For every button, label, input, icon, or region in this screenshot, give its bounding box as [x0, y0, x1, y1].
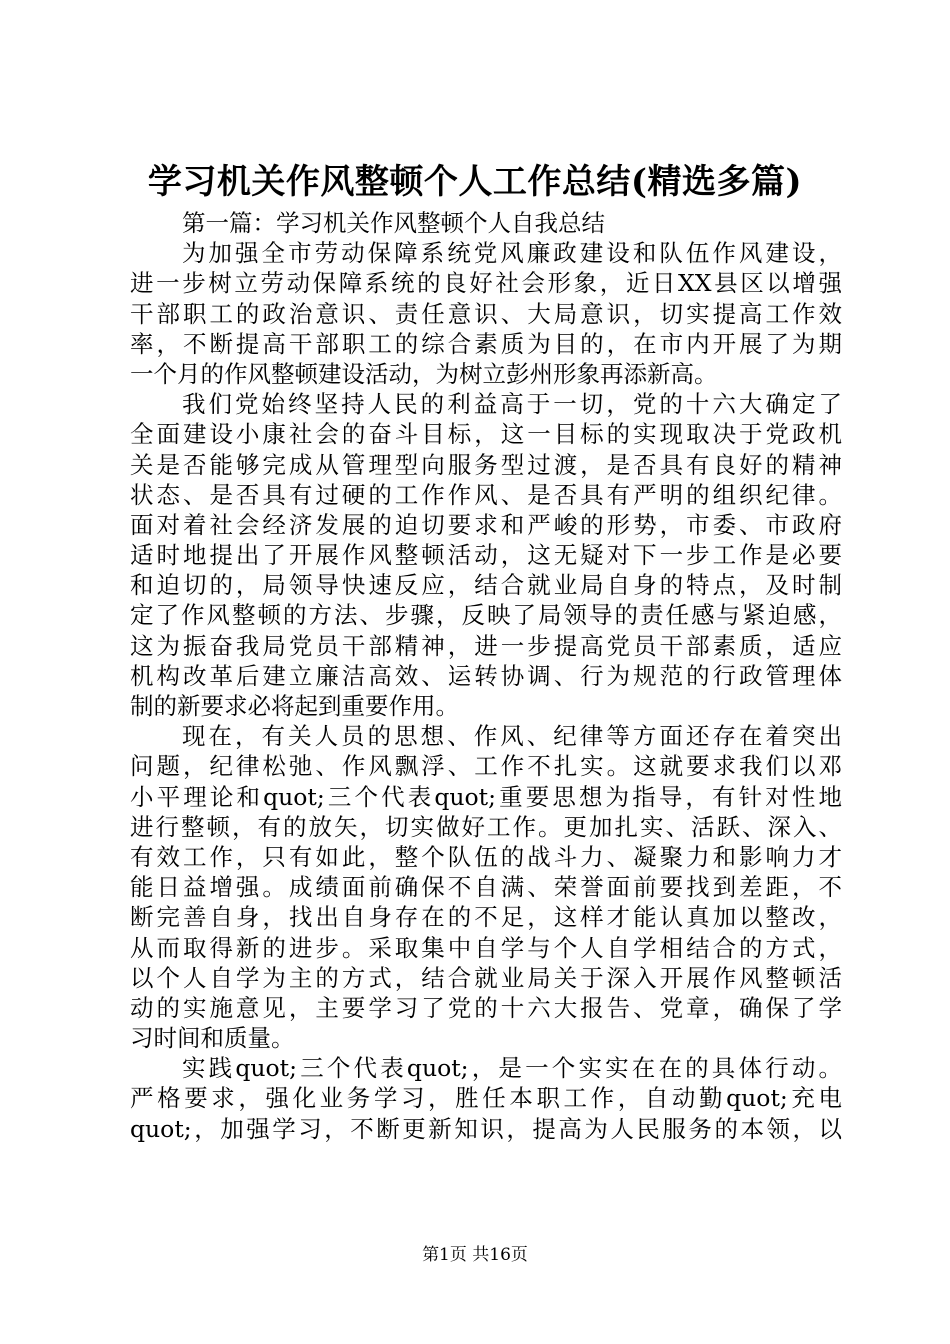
text-line: 关是否能够完成从管理型向服务型过渡，是否具有良好的精神 [130, 450, 842, 479]
text-line: 第一篇：学习机关作风整顿个人自我总结 [182, 209, 605, 237]
text-line: 问题，纪律松弛、作风飘浮、工作不扎实。这就要求我们以邓 [130, 752, 842, 781]
text-line: 以个人自学为主的方式，结合就业局关于深入开展作风整顿活 [130, 963, 842, 992]
text-line: 有效工作，只有如此，整个队伍的战斗力、凝聚力和影响力才 [130, 842, 842, 871]
text-line: 实践quot;三个代表quot;，是一个实实在在的具体行动。 [182, 1054, 842, 1083]
text-line: 一个月的作风整顿建设活动，为树立彭州形象再添新高。 [130, 359, 718, 388]
text-line: 定了作风整顿的方法、步骤，反映了局领导的责任感与紧迫感， [130, 601, 842, 630]
text-line: 断完善自身，找出自身存在的不足，这样才能认真加以整改， [130, 903, 842, 932]
text-line: 动的实施意见，主要学习了党的十六大报告、党章，确保了学 [130, 993, 842, 1022]
text-line: 严格要求，强化业务学习，胜任本职工作，自动勤quot;充电 [130, 1084, 842, 1113]
text-line: 干部职工的政治意识、责任意识、大局意识，切实提高工作效 [130, 299, 842, 328]
text-line: 现在，有关人员的思想、作风、纪律等方面还存在着突出 [182, 722, 842, 751]
document-title: 学习机关作风整顿个人工作总结(精选多篇) [147, 162, 803, 202]
text-line: 面对着社会经济发展的迫切要求和严峻的形势，市委、市政府 [130, 510, 842, 539]
text-line: 全面建设小康社会的奋斗目标，这一目标的实现取决于党政机 [130, 420, 842, 449]
text-line: 习时间和质量。 [130, 1024, 295, 1053]
text-line: 进行整顿，有的放矢，切实做好工作。更加扎实、活跃、深入、 [130, 812, 842, 841]
document-body [130, 208, 842, 1144]
text-line: 率，不断提高干部职工的综合素质为目的，在市内开展了为期 [130, 329, 842, 358]
text-line: 进一步树立劳动保障系统的良好社会形象，近日XX县区以增强 [130, 269, 842, 298]
text-line: 能日益增强。成绩面前确保不自满、荣誉面前要找到差距，不 [130, 873, 842, 902]
text-line: 这为振奋我局党员干部精神，进一步提高党员干部素质，适应 [130, 631, 842, 660]
text-line: 我们党始终坚持人民的利益高于一切，党的十六大确定了 [182, 390, 842, 419]
text-line: quot;，加强学习，不断更新知识，提高为人民服务的本领，以 [130, 1114, 842, 1143]
text-line: 适时地提出了开展作风整顿活动，这无疑对下一步工作是必要 [130, 541, 842, 570]
text-line: 和迫切的，局领导快速反应，结合就业局自身的特点，及时制 [130, 571, 842, 600]
page-footer: 第1页 共16页 [422, 1245, 528, 1265]
text-line: 状态、是否具有过硬的工作作风、是否具有严明的组织纪律。 [130, 480, 842, 509]
text-line: 制的新要求必将起到重要作用。 [130, 692, 459, 720]
text-line: 机构改革后建立廉洁高效、运转协调、行为规范的行政管理体 [130, 661, 842, 690]
text-line: 为加强全市劳动保障系统党风廉政建设和队伍作风建设， [182, 239, 842, 268]
text-line: 小平理论和quot;三个代表quot;重要思想为指导，有针对性地 [130, 782, 842, 811]
text-line: 从而取得新的进步。采取集中自学与个人自学相结合的方式， [130, 933, 842, 962]
